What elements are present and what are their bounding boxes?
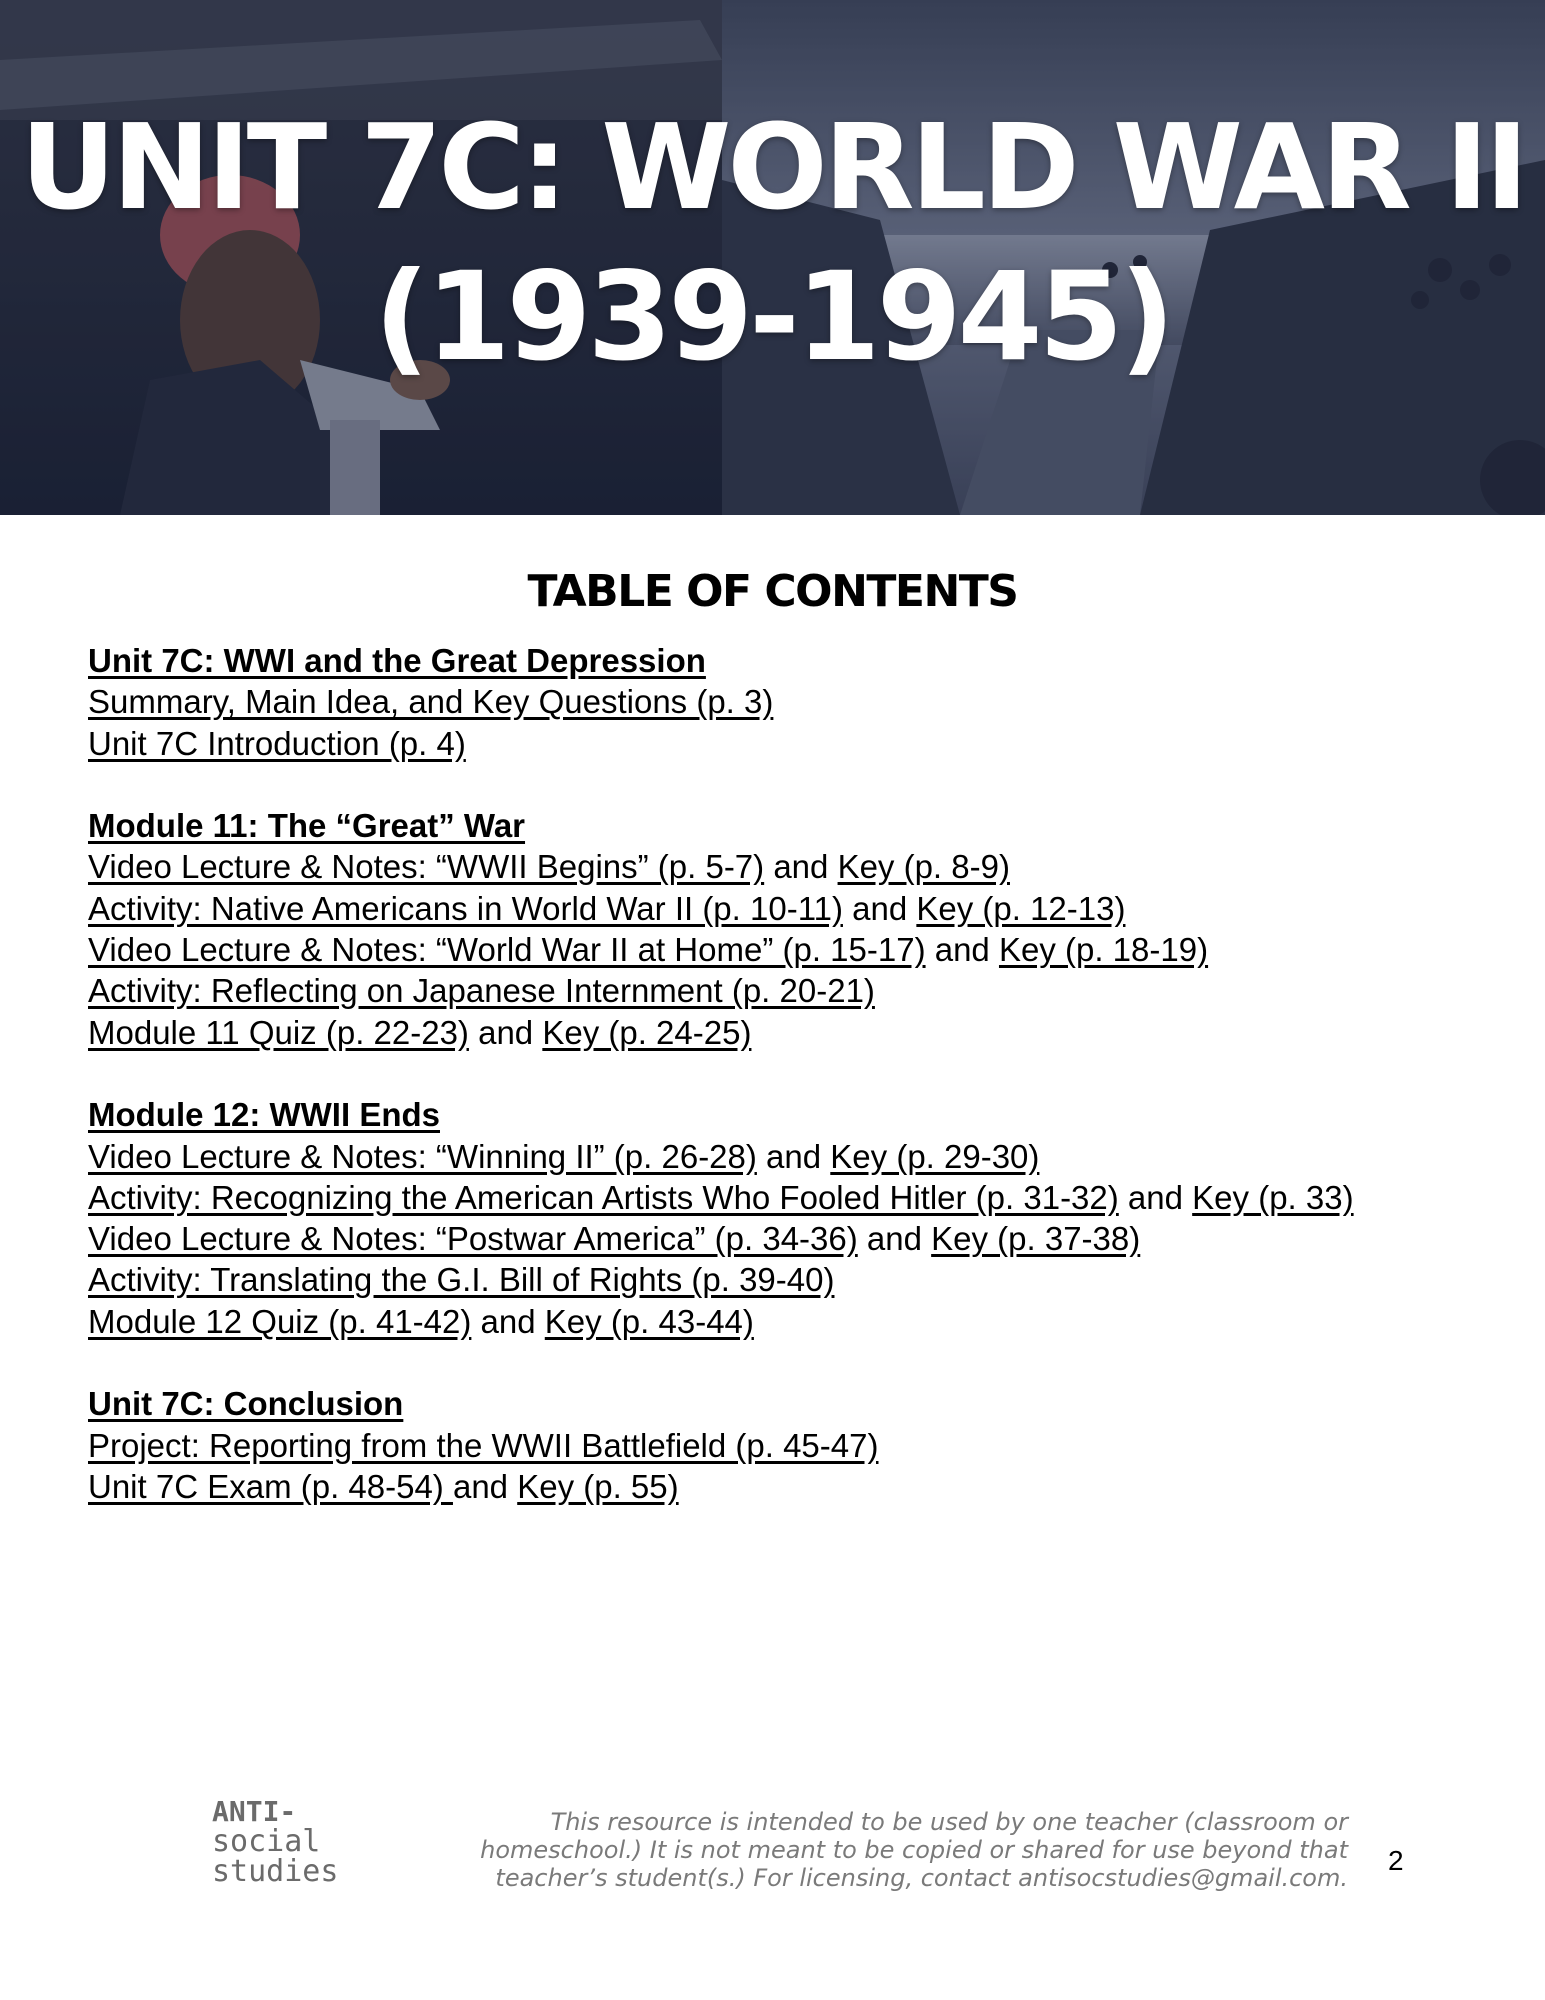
logo-line-3: studies bbox=[212, 1854, 339, 1889]
toc-connector-text: and bbox=[471, 1302, 545, 1340]
toc-link[interactable]: Video Lecture & Notes: “WWII Begins” (p. 5-7) bbox=[88, 848, 765, 886]
header-banner bbox=[0, 0, 1545, 515]
toc-connector-text: and bbox=[925, 931, 999, 969]
toc-entry bbox=[88, 1425, 1508, 1466]
toc-link[interactable]: Unit 7C Exam (p. 48-54) bbox=[88, 1467, 453, 1505]
section-spacer bbox=[88, 1342, 1508, 1383]
toc-entry bbox=[88, 888, 1508, 929]
toc-link[interactable]: Key (p. 29-30) bbox=[830, 1137, 1040, 1175]
toc-connector-text: and bbox=[857, 1220, 932, 1258]
toc-entry bbox=[88, 681, 1508, 722]
toc-link[interactable]: Key (p. 55) bbox=[517, 1467, 679, 1505]
toc-link[interactable]: Video Lecture & Notes: “Winning II” (p. 26-28) bbox=[88, 1137, 757, 1175]
toc-entry bbox=[88, 929, 1508, 970]
page-number: 2 bbox=[1388, 1845, 1404, 1876]
license-notice bbox=[440, 1808, 1348, 1892]
toc-heading: TABLE OF CONTENTS bbox=[527, 566, 1018, 617]
toc-connector-text: and bbox=[842, 889, 917, 927]
toc-link[interactable]: Video Lecture & Notes: “World War II at Home” (p. 15-17) bbox=[88, 931, 926, 969]
banner-title-line-2: (1939-1945) bbox=[373, 246, 1172, 388]
toc-connector-text: and bbox=[452, 1467, 518, 1505]
toc-link[interactable]: Key (p. 33) bbox=[1192, 1178, 1354, 1216]
toc-entry bbox=[88, 1177, 1508, 1218]
toc-link[interactable]: Key (p. 24-25) bbox=[542, 1013, 752, 1051]
toc-link[interactable]: Key (p. 18-19) bbox=[998, 931, 1209, 969]
toc-entry bbox=[88, 1136, 1508, 1177]
toc-entry bbox=[88, 1012, 1508, 1053]
banner-title bbox=[0, 92, 1545, 392]
section-spacer bbox=[88, 1053, 1508, 1094]
license-line-2: homeschool.) It is not meant to be copied or shared for use beyond that bbox=[480, 1836, 1348, 1864]
toc-connector-text: and bbox=[756, 1137, 831, 1175]
toc-connector-text: and bbox=[764, 848, 838, 886]
banner-title-line-1: UNIT 7C: WORLD WAR II bbox=[20, 98, 1525, 236]
section-spacer bbox=[88, 764, 1508, 805]
toc-link[interactable]: Unit 7C Introduction (p. 4) bbox=[88, 724, 466, 762]
toc-entry bbox=[88, 1466, 1508, 1507]
toc-link[interactable]: Activity: Native Americans in World War II (p. 10-11) bbox=[88, 889, 843, 927]
toc-link[interactable]: Video Lecture & Notes: “Postwar America” (p. 34-36) bbox=[88, 1220, 858, 1258]
toc-link[interactable]: Project: Reporting from the WWII Battlefield (p. 45-47) bbox=[88, 1426, 879, 1464]
license-line-3: teacher’s student(s.) For licensing, contact antisocstudies@gmail.com. bbox=[495, 1864, 1348, 1892]
toc-link[interactable]: Summary, Main Idea, and Key Questions (p. 3) bbox=[88, 683, 774, 721]
toc-link[interactable]: Key (p. 12-13) bbox=[916, 889, 1126, 927]
toc-entry bbox=[88, 846, 1508, 887]
toc-link[interactable]: Key (p. 43-44) bbox=[544, 1302, 754, 1340]
toc-link[interactable]: Activity: Recognizing the American Artists Who Fooled Hitler (p. 31-32) bbox=[88, 1178, 1119, 1216]
logo-line-2: social bbox=[212, 1824, 321, 1859]
toc-entry bbox=[88, 723, 1508, 764]
license-line-1: This resource is intended to be used by one teacher (classroom or bbox=[550, 1808, 1348, 1836]
toc-link[interactable]: Module 11 Quiz (p. 22-23) bbox=[88, 1013, 469, 1051]
toc-connector-text: and bbox=[468, 1013, 543, 1051]
toc-link[interactable]: Module 12 Quiz (p. 41-42) bbox=[88, 1302, 472, 1340]
toc-entry bbox=[88, 970, 1508, 1011]
toc-section-title: Unit 7C: Conclusion bbox=[88, 1385, 404, 1423]
toc-section-title: Unit 7C: WWI and the Great Depression bbox=[88, 642, 706, 679]
table-of-contents bbox=[88, 640, 1508, 1507]
toc-entry bbox=[88, 1218, 1508, 1259]
toc-entry bbox=[88, 1301, 1508, 1342]
toc-link[interactable]: Activity: Translating the G.I. Bill of Rights (p. 39-40) bbox=[88, 1261, 835, 1299]
logo-line-1: ANTI- bbox=[212, 1795, 297, 1828]
toc-section-title: Module 12: WWII Ends bbox=[88, 1096, 440, 1134]
toc-link[interactable]: Key (p. 37-38) bbox=[931, 1220, 1141, 1258]
toc-connector-text: and bbox=[1118, 1178, 1193, 1216]
toc-section-title: Module 11: The “Great” War bbox=[88, 807, 526, 845]
anti-social-studies-logo bbox=[212, 1797, 372, 1887]
toc-link[interactable]: Key (p. 8-9) bbox=[837, 848, 1010, 886]
toc-entry bbox=[88, 1259, 1508, 1300]
toc-link[interactable]: Activity: Reflecting on Japanese Internment (p. 20-21) bbox=[88, 972, 875, 1010]
